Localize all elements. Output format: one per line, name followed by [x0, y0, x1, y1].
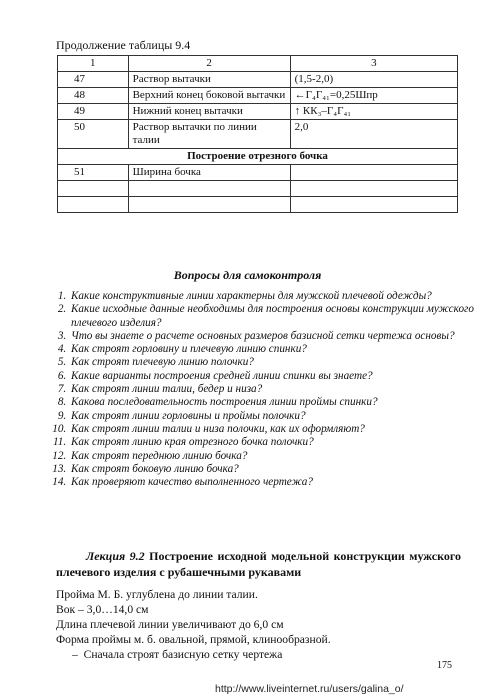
watermark-url: http://www.liveinternet.ru/users/galina_o/ — [215, 683, 404, 695]
dash-list-item — [72, 648, 282, 661]
question-item: 7. Как строят линии талии, бедер и низа? — [69, 383, 479, 396]
lecture-label: Лекция 9.2 — [86, 549, 145, 563]
page-number: 175 — [437, 660, 452, 671]
question-item: 5. Как строят плечевую линию полочки? — [69, 356, 479, 369]
row-name: Раствор вытачки по линии талии — [128, 120, 290, 149]
data-table — [57, 55, 458, 213]
question-item: 13. Как строят боковую линию бочка? — [69, 463, 479, 476]
table-row-empty — [58, 181, 458, 197]
paragraph: Длина плечевой линии увеличивают до 6,0 см — [56, 618, 284, 631]
table-header-cell: 3 — [290, 56, 457, 72]
questions-list — [56, 290, 479, 489]
empty-cell — [128, 197, 290, 213]
table-header-cell: 2 — [128, 56, 290, 72]
question-item: 4. Как строят горловину и плечевую линию спинки? — [69, 343, 479, 356]
row-number: 50 — [58, 120, 129, 149]
table-section-row — [58, 149, 458, 165]
dash-marker: – — [72, 648, 84, 661]
question-item: 1. Какие конструктивные линии характерны для мужской плечевой одежды? — [69, 290, 479, 303]
question-item: 14. Как проверяют качество выполненного чертежа? — [69, 476, 479, 489]
row-number: 51 — [58, 165, 129, 181]
question-item: 6. Какие варианты построения средней линии спинки вы знаете? — [69, 370, 479, 383]
table-row — [58, 88, 458, 104]
row-name: Раствор вытачки — [128, 72, 290, 88]
empty-cell — [290, 181, 457, 197]
row-name: Нижний конец вытачки — [128, 104, 290, 120]
table-row — [58, 165, 458, 181]
paragraph: Вок – 3,0…14,0 см — [56, 603, 149, 616]
table-header-row — [58, 56, 458, 72]
row-name: Верхний конец боковой вытачки — [128, 88, 290, 104]
dash-item-text: Сначала строят базисную сетку чертежа — [83, 648, 283, 661]
question-item: 3. Что вы знаете о расчете основных размеров базисной сетки чертежа основы? — [69, 330, 479, 343]
questions-heading: Вопросы для самоконтроля — [173, 268, 322, 282]
question-item: 10. Как строят линии талии и низа полочки, как их оформляют? — [69, 423, 479, 436]
table-row-empty — [58, 197, 458, 213]
row-value: (1,5-2,0) — [290, 72, 457, 88]
table-row — [58, 72, 458, 88]
table-header-cell: 1 — [58, 56, 129, 72]
row-value: 2,0 — [290, 120, 457, 149]
paragraph: Форма проймы м. б. овальной, прямой, клинообразной. — [56, 633, 331, 646]
table-row — [58, 120, 458, 149]
row-value — [290, 165, 457, 181]
empty-cell — [290, 197, 457, 213]
section-title: Построение отрезного бочка — [58, 149, 458, 165]
empty-cell — [128, 181, 290, 197]
row-name: Ширина бочка — [128, 165, 290, 181]
row-number: 48 — [58, 88, 129, 104]
row-value: ↑ КК₃–Г₄Г₄₁ — [290, 104, 457, 120]
lecture-heading — [56, 548, 461, 580]
table-row — [58, 104, 458, 120]
question-item: 9. Как строят линии горловины и проймы полочки? — [69, 410, 479, 423]
row-number: 47 — [58, 72, 129, 88]
question-item: 12. Как строят переднюю линию бочка? — [69, 450, 479, 463]
lecture-title: Построение исходной модельной конструкции мужского плечевого изделия с рубашечными рукавами — [56, 549, 462, 579]
question-item: 2. Какие исходные данные необходимы для построения основы конструкции мужского плечевого изделия? — [69, 303, 479, 330]
empty-cell — [58, 181, 129, 197]
empty-cell — [58, 197, 129, 213]
question-item: 11. Как строят линию края отрезного бочка полочки? — [69, 436, 479, 449]
row-number: 49 — [58, 104, 129, 120]
paragraph: Пройма М. Б. углублена до линии талии. — [56, 588, 258, 601]
table-caption: Продолжение таблицы 9.4 — [56, 38, 191, 52]
row-value: ←Г₄Г₄₁=0,25Шпр — [290, 88, 457, 104]
question-item: 8. Какова последовательность построения линии проймы спинки? — [69, 396, 479, 409]
